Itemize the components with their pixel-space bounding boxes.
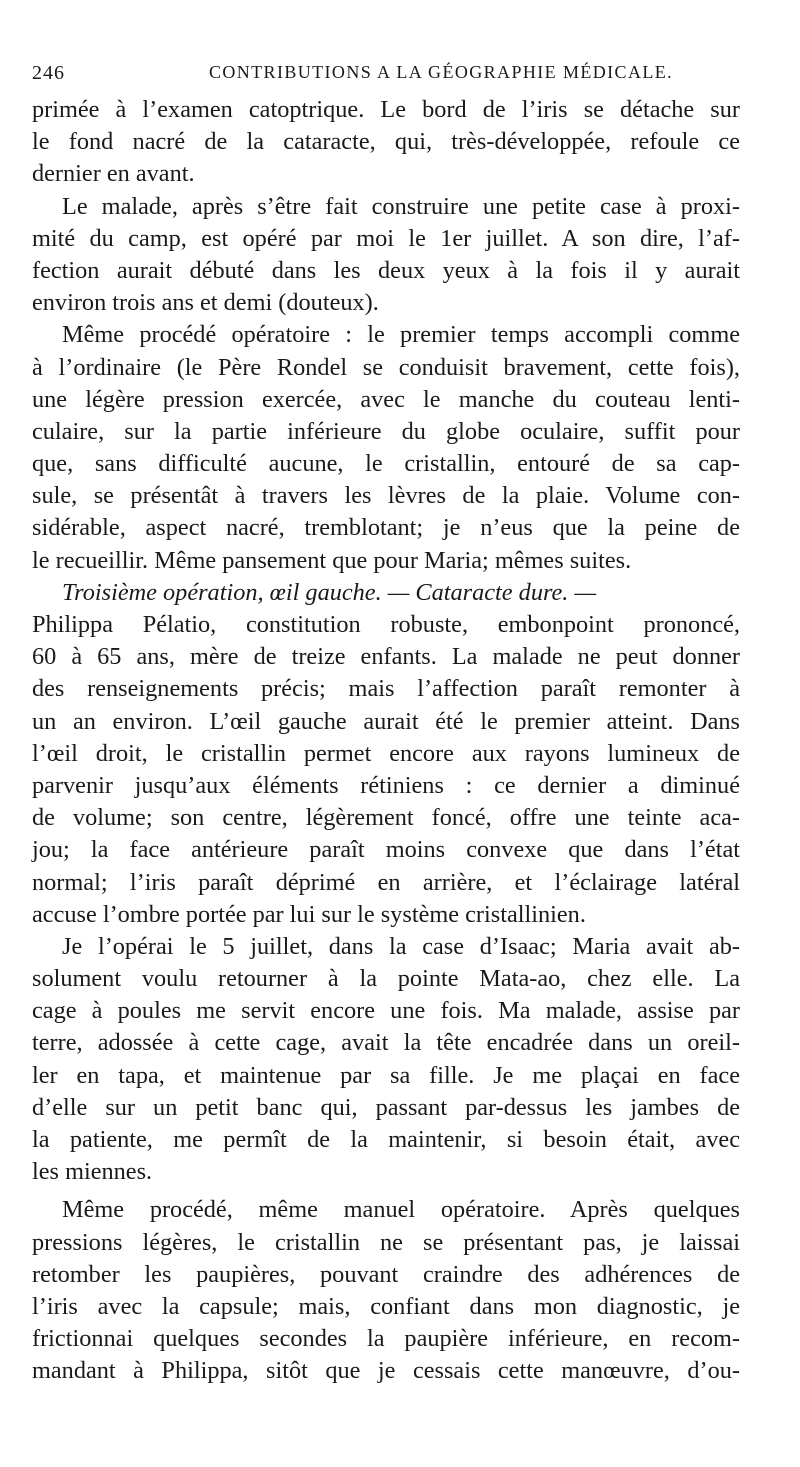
text-line: jou; la face antérieure paraît moins convexe que dans l’état: [32, 836, 740, 864]
text-line: sule, se présentât à travers les lèvres de la plaie. Volume con-: [32, 482, 740, 510]
text-line: Le malade, après s’être fait construire une petite case à proxi-: [62, 192, 740, 220]
text-line: une légère pression exercée, avec le manche du couteau lenti-: [32, 385, 740, 413]
body-text: [32, 94, 740, 1388]
text-line: sidérable, aspect nacré, tremblotant; je n’eus que la peine de: [32, 514, 740, 542]
text-line: ler en tapa, et maintenue par sa fille. Je me plaçai en face: [32, 1061, 740, 1089]
text-line: d’elle sur un petit banc qui, passant par-dessus les jambes de: [32, 1093, 740, 1121]
text-line: primée à l’examen catoptrique. Le bord de l’iris se détache sur: [32, 96, 740, 123]
text-line: Même procédé opératoire : le premier temps accompli comme: [62, 321, 740, 349]
text-line: la patiente, me permît de la maintenir, si besoin était, avec: [32, 1126, 740, 1153]
text-line: le recueillir. Même pansement que pour Maria; mêmes suites.: [32, 546, 632, 574]
book-page: [32, 58, 740, 1388]
text-line: l’iris avec la capsule; mais, confiant dans mon diagnostic, je: [32, 1292, 740, 1320]
text-line: Philippa Pélatio, constitution robuste, embonpoint prononcé,: [32, 611, 740, 638]
text-line: normal; l’iris paraît déprimé en arrière, et l’éclairage latéral: [32, 868, 740, 896]
section-heading: Troisième opération, œil gauche. — Cataracte dure. —: [62, 578, 597, 606]
running-title: CONTRIBUTIONS A LA GÉOGRAPHIE MÉDICALE.: [208, 62, 674, 82]
text-line: que, sans difficulté aucune, le cristallin, entouré de sa cap-: [32, 450, 740, 478]
text-line: retomber les paupières, pouvant craindre des adhérences de: [32, 1260, 740, 1288]
text-line: environ trois ans et demi (douteux).: [32, 289, 379, 317]
text-line: dernier en avant.: [32, 160, 195, 188]
text-line: terre, adossée à cette cage, avait la tête encadrée dans un oreil-: [32, 1029, 740, 1057]
text-line: un an environ. L’œil gauche aurait été le premier atteint. Dans: [32, 707, 740, 735]
text-line: Je l’opérai le 5 juillet, dans la case d’Isaac; Maria avait ab-: [62, 932, 740, 960]
text-line: Même procédé, même manuel opératoire. Après quelques: [62, 1196, 740, 1224]
text-line: parvenir jusqu’aux éléments rétiniens : ce dernier a diminué: [32, 771, 740, 799]
page-number: 246: [32, 62, 65, 84]
text-line: culaire, sur la partie inférieure du globe oculaire, suffit pour: [32, 417, 740, 445]
text-line: le fond nacré de la cataracte, qui, très-développée, refoule ce: [32, 128, 740, 156]
text-line: l’œil droit, le cristallin permet encore aux rayons lumineux de: [32, 739, 740, 767]
running-head: [32, 58, 740, 94]
text-line: à l’ordinaire (le Père Rondel se conduisit bravement, cette fois),: [32, 353, 740, 381]
text-line: de volume; son centre, légèrement foncé, offre une teinte aca-: [32, 804, 740, 832]
text-line: mité du camp, est opéré par moi le 1er juillet. A son dire, l’af-: [32, 224, 740, 252]
text-line: cage à poules me servit encore une fois. Ma malade, assise par: [32, 997, 740, 1025]
text-line: 60 à 65 ans, mère de treize enfants. La malade ne peut donner: [32, 643, 740, 671]
text-line: pressions légères, le cristallin ne se présentant pas, je laissai: [32, 1228, 740, 1256]
text-line: mandant à Philippa, sitôt que je cessais cette manœuvre, d’ou-: [32, 1357, 740, 1385]
text-line: les miennes.: [32, 1158, 153, 1186]
text-line: fection aurait débuté dans les deux yeux à la fois il y aurait: [32, 256, 740, 284]
text-line: accuse l’ombre portée par lui sur le système cristallinien.: [32, 900, 586, 928]
text-line: solument voulu retourner à la pointe Mata-ao, chez elle. La: [32, 965, 740, 993]
text-line: frictionnai quelques secondes la paupière inférieure, en recom-: [32, 1325, 740, 1353]
text-line: des renseignements précis; mais l’affection paraît remonter à: [32, 675, 740, 703]
